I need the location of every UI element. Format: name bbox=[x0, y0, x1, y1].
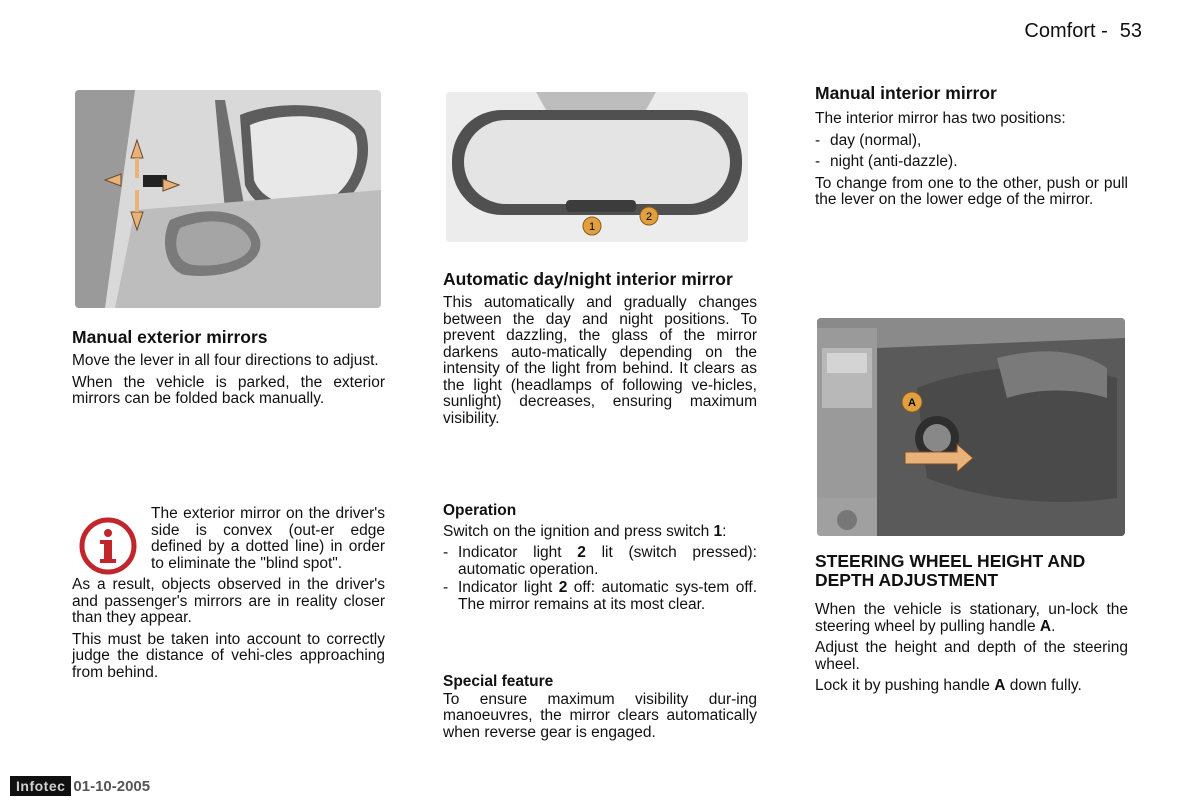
manual-interior-bullet-2: - night (anti-dazzle). bbox=[815, 153, 958, 170]
steering-text-3: Lock it by pushing handle A down fully. bbox=[815, 677, 1082, 694]
manual-interior-mirror-text-2: To change from one to the other, push or pull the lever on the lower edge of the mirror. bbox=[815, 174, 1128, 208]
exterior-mirrors-text-2: When the vehicle is parked, the exterior mirrors can be folded back manually. bbox=[72, 373, 385, 407]
steering-illustration bbox=[817, 318, 1125, 536]
exterior-mirrors-text-1: Move the lever in all four directions to adjust. bbox=[72, 352, 379, 369]
column-manual-interior-mirror bbox=[815, 84, 1128, 214]
manual-interior-mirror-heading: Manual interior mirror bbox=[815, 83, 997, 103]
fig-label-a: A bbox=[908, 397, 916, 409]
manual-interior-mirror-text-1: The interior mirror has two positions: bbox=[815, 110, 1066, 127]
operation-text: Switch on the ignition and press switch 1: bbox=[443, 522, 727, 540]
operation-bullet-1: - Indicator light 2 lit (switch pressed): automatic operation. bbox=[443, 544, 757, 578]
steering-heading: STEERING WHEEL HEIGHT AND DEPTH ADJUSTMENT bbox=[815, 551, 1086, 590]
special-feature-section bbox=[443, 674, 757, 746]
steering-section bbox=[815, 552, 1128, 700]
page-header bbox=[1024, 20, 1142, 43]
exterior-mirrors-heading: Manual exterior mirrors bbox=[72, 327, 268, 347]
auto-mirror-figure bbox=[446, 92, 748, 242]
operation-heading: Operation bbox=[443, 502, 517, 519]
fig-label-2: 2 bbox=[645, 211, 653, 223]
special-feature-heading: Special feature bbox=[443, 673, 554, 690]
fig-label-1: 1 bbox=[588, 221, 596, 233]
manual-interior-bullet-1: - day (normal), bbox=[815, 131, 922, 149]
column-auto-mirror bbox=[443, 270, 757, 432]
steering-text-1: When the vehicle is stationary, un-lock the steering wheel by pulling handle A. bbox=[815, 601, 1128, 635]
auto-mirror-heading: Automatic day/night interior mirror bbox=[443, 269, 733, 289]
info-block bbox=[72, 506, 385, 681]
exterior-mirrors-text-3: As a result, objects observed in the driver's and passenger's mirrors are in reality closer than they appear. bbox=[72, 576, 385, 626]
auto-mirror-illustration bbox=[446, 92, 748, 242]
auto-mirror-text: This automatically and gradually changes between the day and night positions. To prevent dazzling, the glass of the mirror darkens auto-matically depending on the intensity of the light from behind. It clears as the light (headlamps of following ve-hicles, sunlight) decreases, ensuring maximum visibility. bbox=[443, 294, 757, 427]
column-exterior-mirrors bbox=[72, 328, 385, 413]
operation-section bbox=[443, 503, 757, 615]
page-number: 53 bbox=[1119, 20, 1142, 42]
steering-text-2: Adjust the height and depth of the steering wheel. bbox=[815, 639, 1128, 673]
section-title: Comfort - bbox=[1024, 20, 1108, 42]
steering-figure bbox=[817, 318, 1125, 536]
info-icon bbox=[78, 516, 138, 576]
footer bbox=[10, 776, 150, 796]
operation-bullet-2: - Indicator light 2 off: automatic sys-tem off. The mirror remains at its most clear. bbox=[443, 579, 758, 613]
infotec-logo: Infotec bbox=[10, 776, 71, 796]
special-feature-text: To ensure maximum visibility dur-ing manoeuvres, the mirror clears automatically when reverse gear is engaged. bbox=[443, 690, 757, 741]
exterior-mirror-figure bbox=[75, 90, 381, 308]
info-text: The exterior mirror on the driver's side is convex (out-er edge defined by a dotted line) in order to eliminate the "blind spot". bbox=[151, 505, 385, 572]
footer-date: 01-10-2005 bbox=[73, 777, 151, 795]
exterior-mirror-illustration bbox=[75, 90, 381, 308]
exterior-mirrors-text-4: This must be taken into account to correctly judge the distance of vehi-cles approaching from behind. bbox=[72, 630, 385, 681]
